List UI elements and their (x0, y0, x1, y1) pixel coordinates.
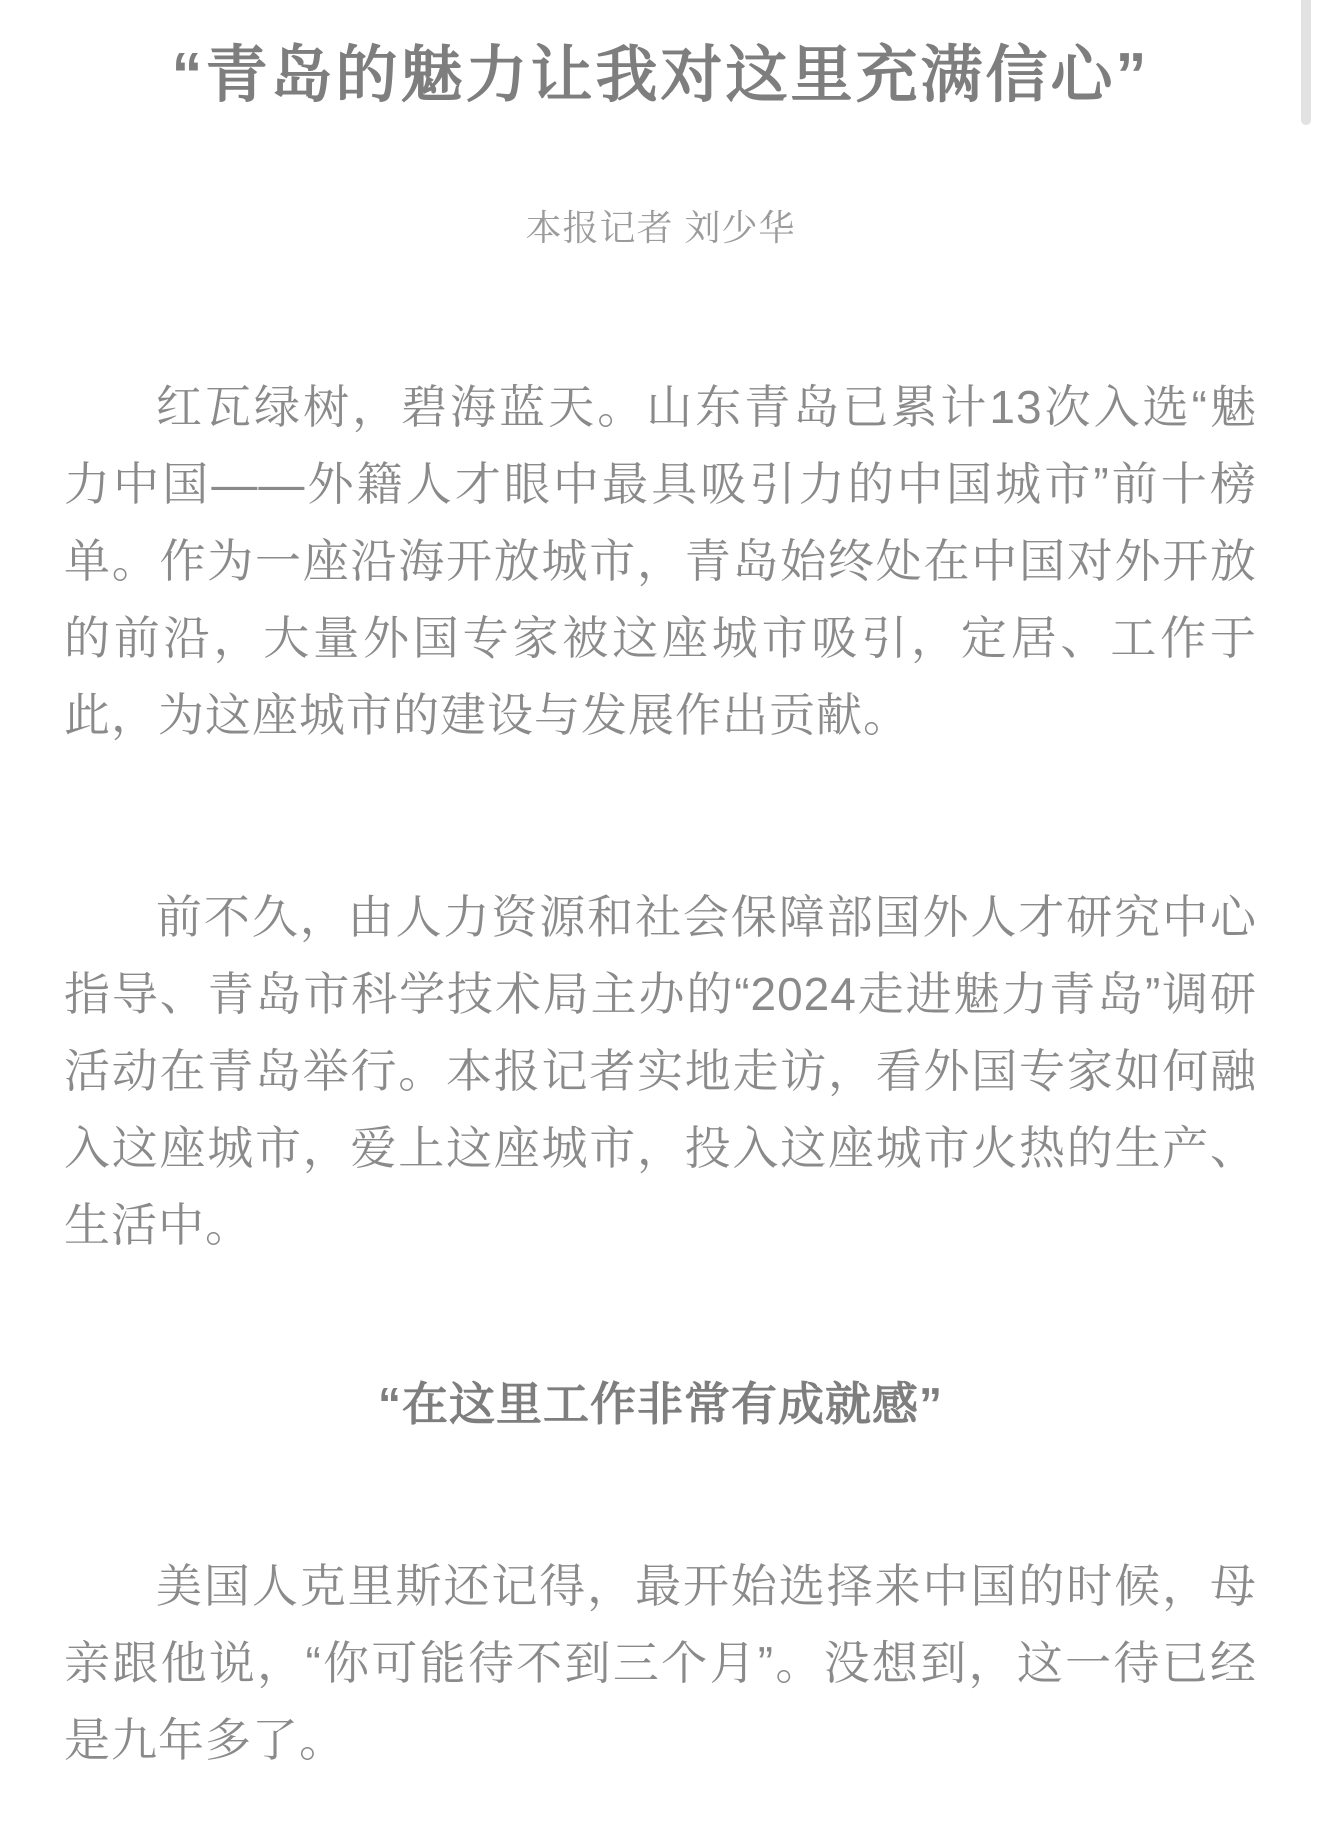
article-byline: 本报记者 刘少华 (525, 207, 796, 248)
article-paragraph-intro-1: 红瓦绿树，碧海蓝天。山东青岛已累计13次入选“魅力中国——外籍人才眼中最具吸引力的中国城市”前十榜单。作为一座沿海开放城市，青岛始终处在中国对外开放的前沿，大量外国专家被这座城市吸引，定居、工作于此，为这座城市的建设与发展作出贡献。 (64, 381, 1257, 741)
article-paragraph-intro-2: 前不久，由人力资源和社会保障部国外人才研究中心指导、青岛市科学技术局主办的“2024走进魅力青岛”调研活动在青岛举行。本报记者实地走访，看外国专家如何融入这座城市，爱上这座城市，投入这座城市火热的生产、生活中。 (64, 891, 1257, 1251)
article-title: “青岛的魅力让我对这里充满信心” (171, 41, 1150, 110)
scrollbar-thumb[interactable] (1301, 0, 1311, 125)
section-heading: “在这里工作非常有成就感” (378, 1378, 943, 1430)
article-paragraph-section-1: 美国人克里斯还记得，最开始选择来中国的时候，母亲跟他说，“你可能待不到三个月”。没想到，这一待已经是九年多了。 (64, 1560, 1257, 1766)
